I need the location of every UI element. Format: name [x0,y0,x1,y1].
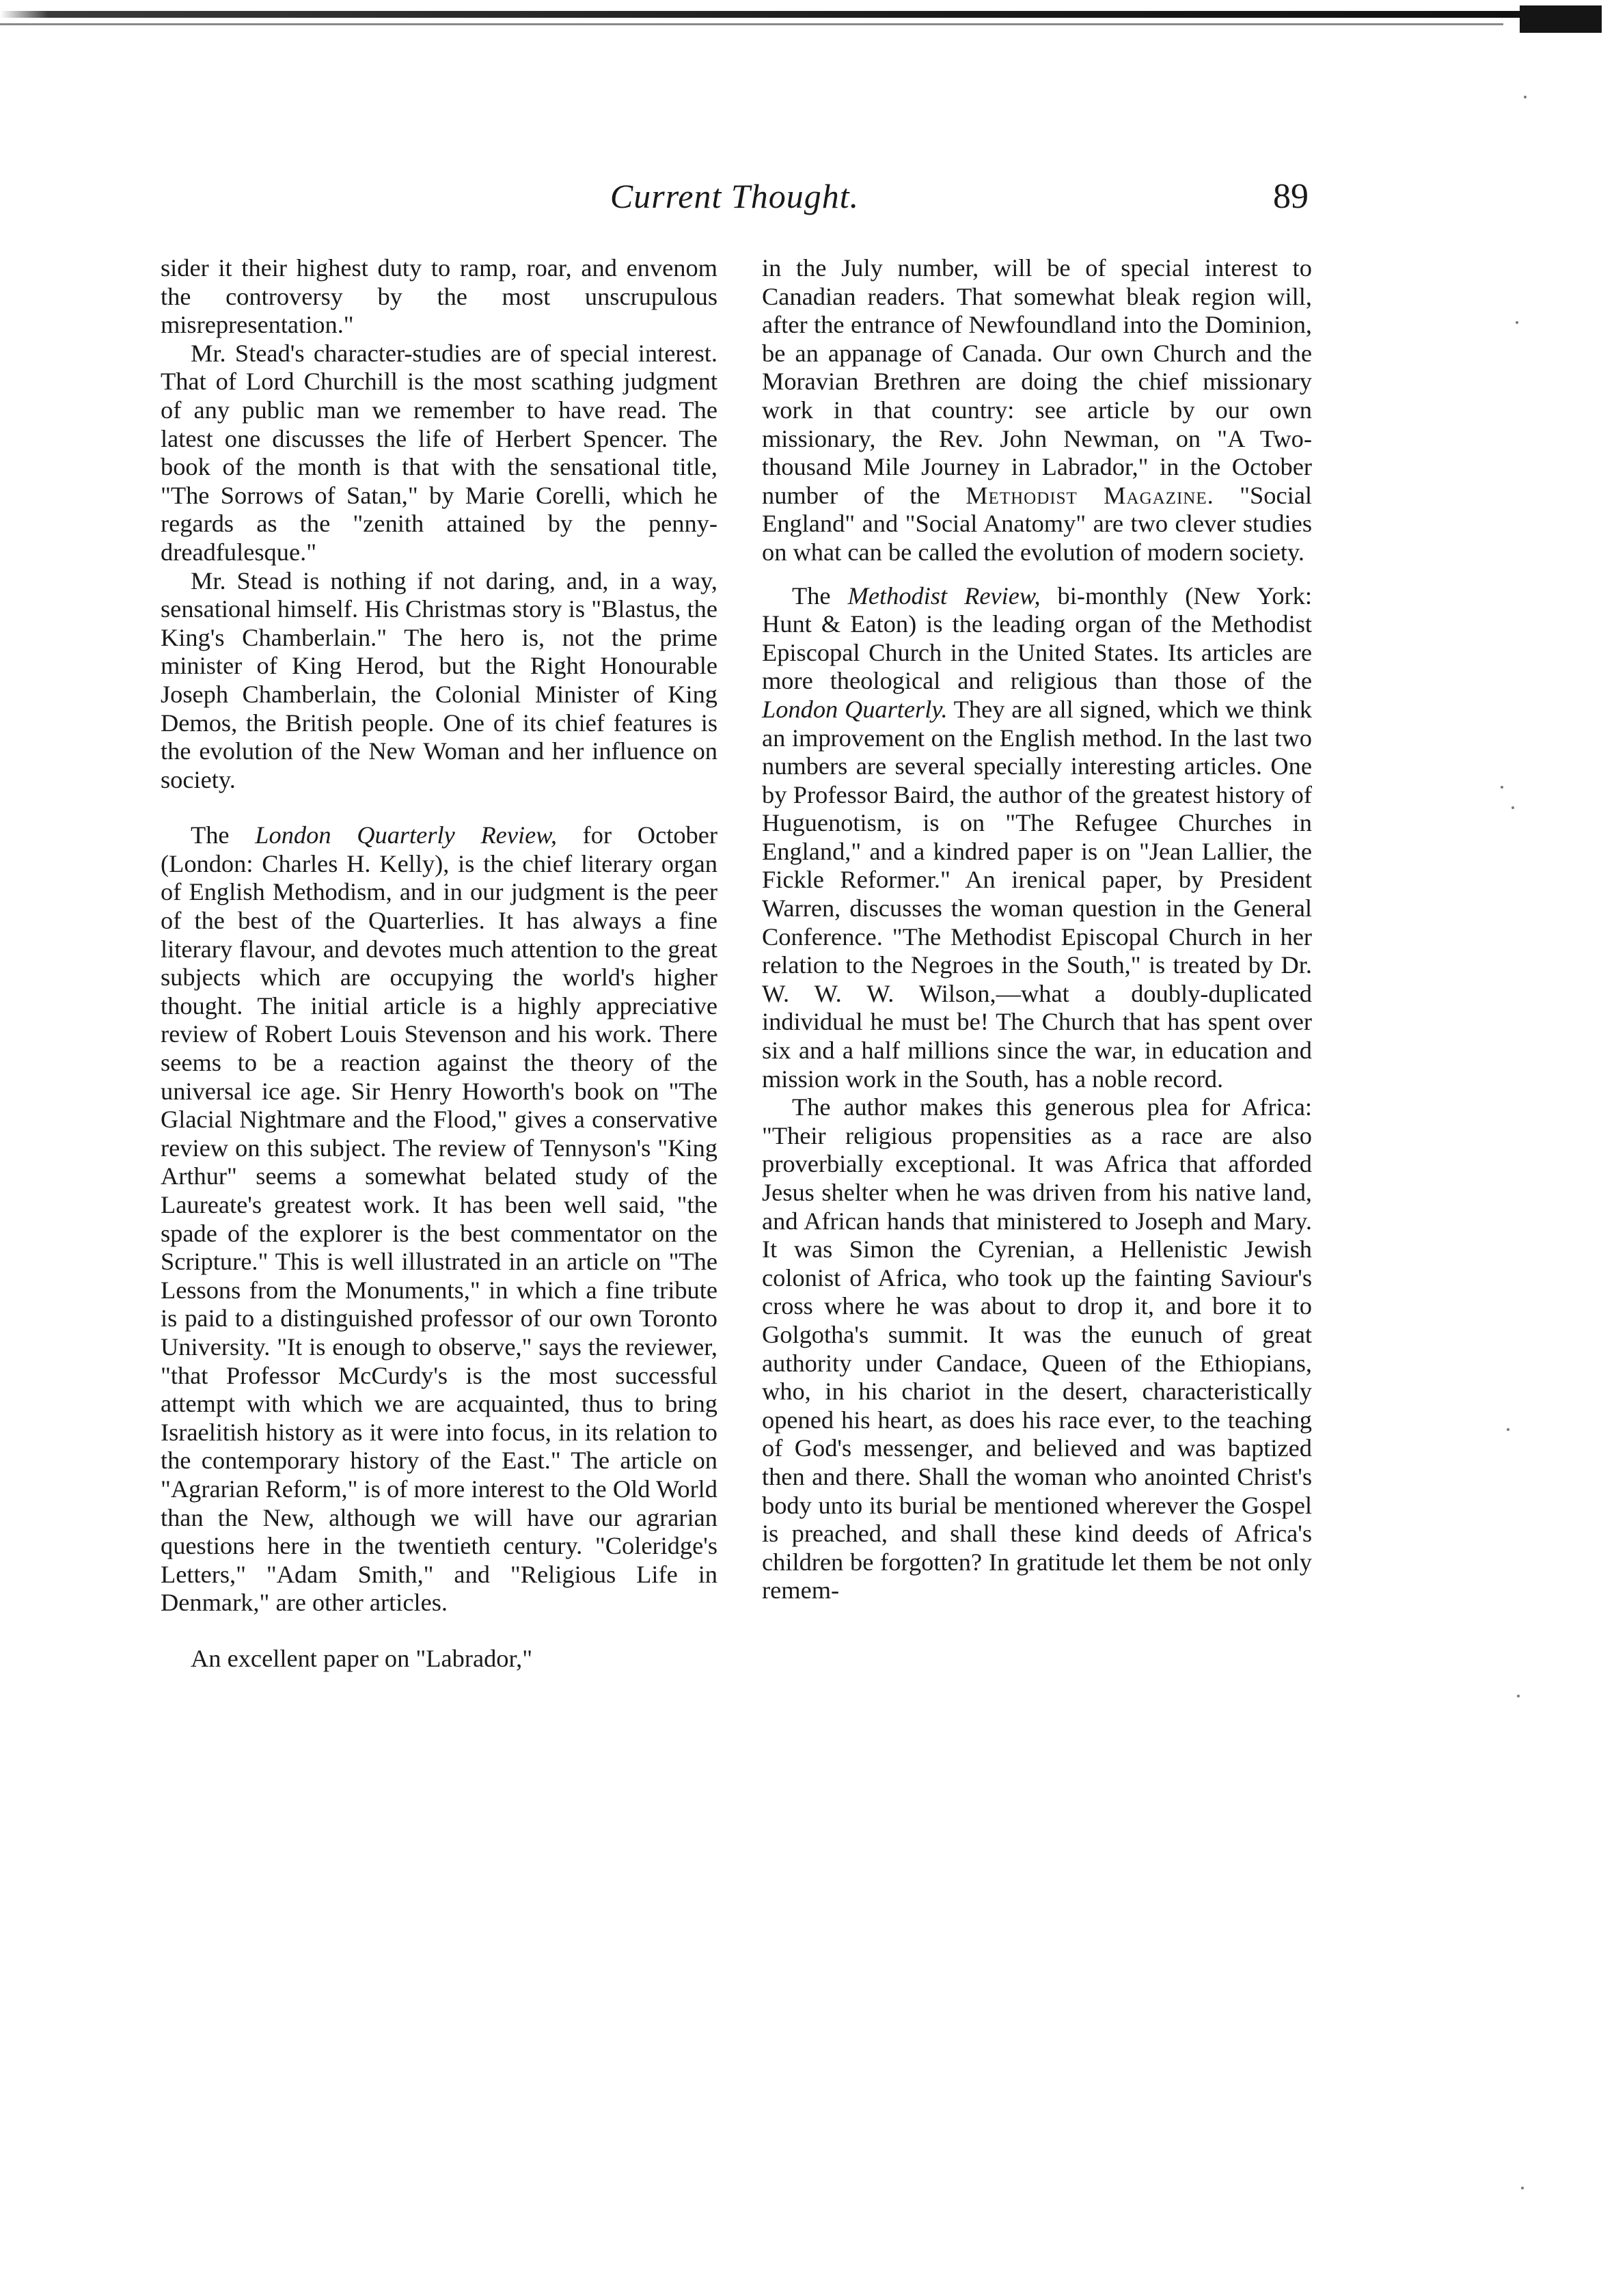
paragraph-methodist-review [762,582,1312,1094]
paragraph-lead: The [792,582,831,610]
paragraph: Mr. Stead is nothing if not daring, and, in a way, sensational himself. His Christmas story is "Blastus, the King's Chamberlain." The hero is, not the prime minister of King Herod, but the Right Honourable Joseph Chamberlain, the Colonial Minister of King Demos, the British people. One of its chief features is the evolution of the New Woman and her influence on society. [161,566,717,793]
paragraph-body: bi-monthly (New York: Hunt & Eaton) is the leading organ of the Methodist Episcopal Church in the United States. Its articles are more theological and religious than those of the [762,582,1312,695]
top-border-rule-thin [0,23,1503,25]
paragraph: Mr. Stead's character-studies are of special interest. That of Lord Churchill is the most scathing judgment of any public man we remember to have read. The latest one discusses the life of Herbert Spencer. The book of the month is that with the sensational title, "The Sorrows of Satan," by Marie Corelli, which he regards as the "zenith attained by the penny-dreadfulesque." [161,339,717,566]
page-corner-shadow [1520,5,1602,33]
scan-speck [1507,1428,1509,1431]
paragraph-body: "Social England" and "Social Anatomy" are two clever studies on what can be called the evolution of modern society. [762,481,1312,566]
publication-title: Methodist Magazine. [966,481,1214,509]
scan-speck [1516,321,1518,324]
right-column [762,254,1312,1605]
paragraph-body: for October (London: Charles H. Kelly), is the chief literary organ of English Methodism, and in our judgment is the peer of the best of the Quarterlies. It has always a fine literary flavour, and devotes much attention to the great subjects which are occupying the world's higher thought. The initial article is a highly appreciative review of Robert Louis Stevenson and his work. There seems to be a reaction against the theory of the universal ice age. Sir Henry Howorth's book on "The Glacial Nightmare and the Flood," gives a conservative review on this subject. The review of Tennyson's "King Arthur" seems a somewhat belated study of the Laureate's greatest work. It has been well said, "the spade of the explorer is the best commentator on the Scripture." This is well illustrated in an article on "The Lessons from the Monuments," in which a fine tribute is paid to a distinguished professor of our own Toronto University. "It is enough to observe," says the reviewer, "that Professor McCurdy's is the most successful attempt with which we are acquainted, thus to bring Israelitish history as it were into focus, in its relation to the contemporary history of the East." The article on "Agrarian Reform," is of more interest to the Old World than the New, although we will have our agrarian questions here in the twentieth century. "Coleridge's Letters," "Adam Smith," and "Religious Life in Denmark," are other articles. [161,821,717,1617]
paragraph: The author makes this generous plea for Africa: "Their religious propensities as a race are also proverbially exceptional. It was Africa that afforded Jesus shelter when he was driven from his native land, and African hands that ministered to Joseph and Mary. It was Simon the Cyrenian, a Hellenistic Jewish colonist of Africa, who took up the fainting Saviour's cross where he was about to drop it, and bore it to Golgotha's summit. It was the eunuch of great authority under Candace, Queen of the Ethiopians, who, in his chariot in the desert, characteristically opened his heart, as does his race ever, to the teaching of God's messenger, and believed and was baptized then and there. Shall the woman who anointed Christ's body unto its burial be mentioned wherever the Gospel is preached, and shall these kind deeds of Africa's children be forgotten? In gratitude let them be not only remem- [762,1093,1312,1604]
publication-title: Methodist Review, [847,582,1041,610]
left-column [161,254,717,1673]
scan-speck [1512,806,1514,809]
paragraph-body: in the July number, will be of special interest to Canadian readers. That somewhat bleak region will, after the entrance of Newfoundland into the Dominion, be an appanage of Canada. Our own Church and the Moravian Brethren are doing the chief missionary work in that country: see article by our own missionary, the Rev. John Newman, on "A Two-thousand Mile Journey in Labrador," in the October number of the [762,254,1312,509]
scan-speck [1501,786,1503,789]
scan-speck [1521,2187,1524,2189]
running-title: Current Thought. [610,177,860,215]
paragraph-labrador [762,254,1312,567]
paragraph: An excellent paper on "Labrador," [191,1644,533,1672]
scan-speck [1517,1695,1520,1697]
paragraph: sider it their highest duty to ramp, roar, and envenom the controversy by the most unscrupulous misrepresentation." [161,254,717,339]
publication-title: London Quarterly. [762,695,948,723]
paragraph-london-quarterly [161,821,717,1617]
top-border-rule [0,11,1599,18]
page-number: 89 [1273,177,1309,216]
scan-speck [1524,96,1527,98]
paragraph-lead: The [191,821,230,849]
running-head [161,176,1309,231]
publication-title: London Quarterly Review, [255,821,557,849]
paragraph-body: They are all signed, which we think an improvement on the English method. In the last two numbers are several specially interesting articles. One by Professor Baird, the author of the greatest history of Huguenotism, is on "The Refugee Churches in England," and a kindred paper is on "Jean Lallier, the Fickle Reformer." An irenical paper, by President Warren, discusses the woman question in the General Conference. "The Methodist Episcopal Church in her relation to the Negroes in the South," is treated by Dr. W. W. W. Wilson,—what a doubly-duplicated individual he must be! The Church that has spent over six and a half millions since the war, in education and mission work in the South, has a noble record. [762,695,1312,1093]
